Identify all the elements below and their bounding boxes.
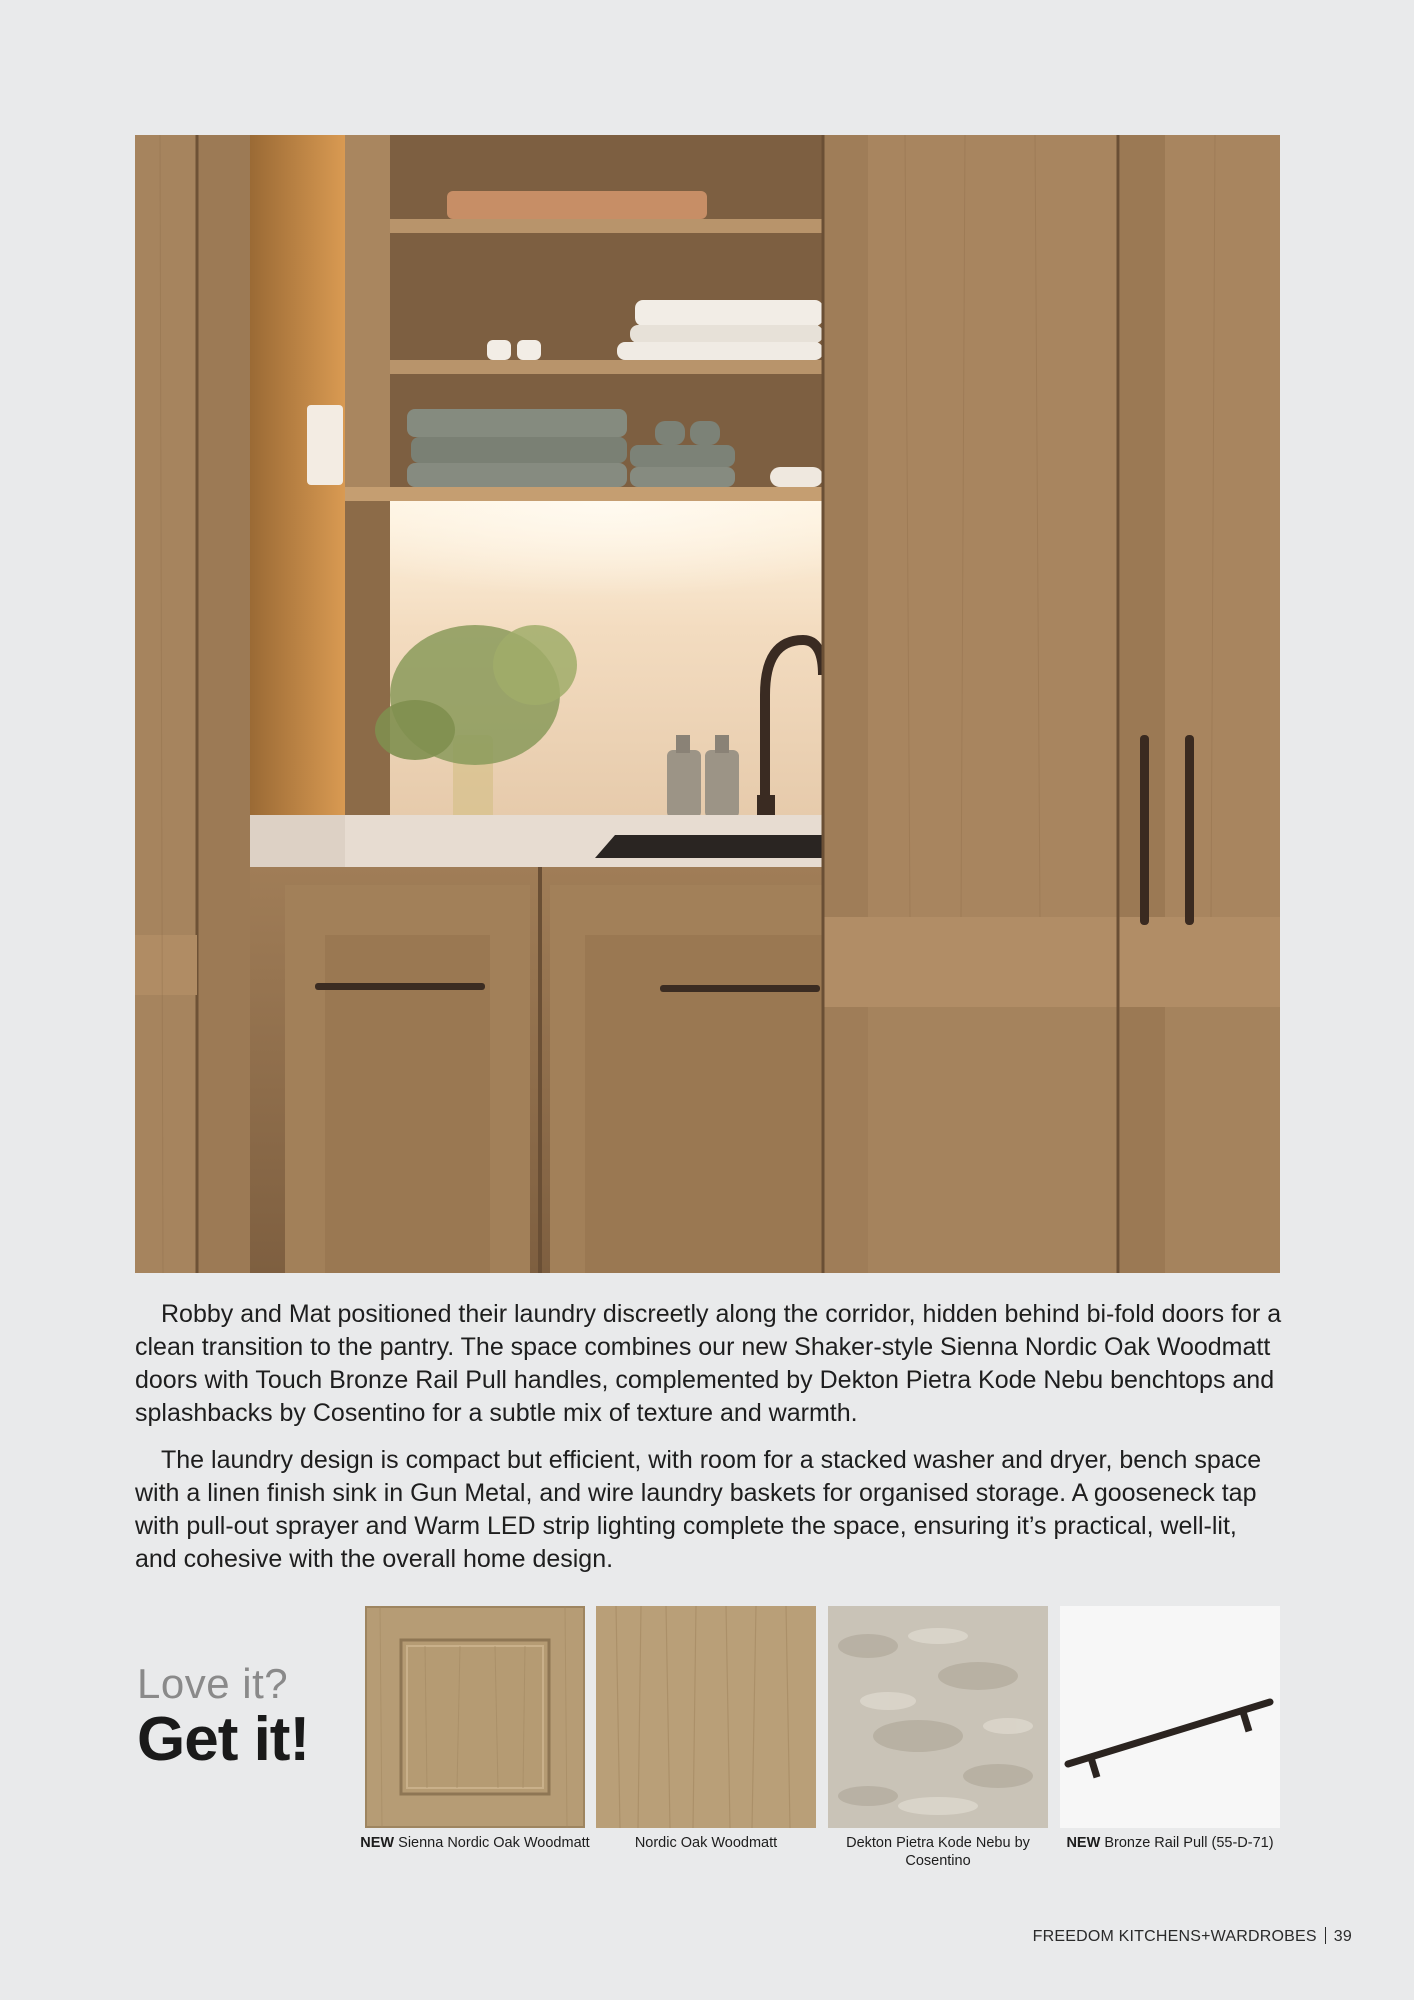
article-body <box>135 1298 1283 1590</box>
new-badge: NEW <box>360 1835 395 1851</box>
product-name: Nordic Oak Woodmatt <box>634 1835 778 1851</box>
new-badge: NEW <box>1066 1835 1101 1851</box>
brand-name: FREEDOM KITCHENS+WARDROBES <box>1032 1928 1317 1945</box>
caption-nordic-oak <box>590 1834 822 1852</box>
footer-divider <box>1325 1927 1326 1944</box>
swatch-dekton-pietra <box>828 1606 1048 1828</box>
laundry-illustration <box>135 135 1280 1273</box>
swatch-sienna-nordic-oak <box>365 1606 585 1828</box>
paragraph-2: The laundry design is compact but efficient, with room for a stacked washer and dryer, bench space with a linen finish sink in Gun Metal, and wire laundry baskets for organised storage. A gooseneck tap with pull-out sprayer and Warm LED strip lighting complete the space, ensuring it’s practical, well-lit, and cohesive with the overall home design. <box>135 1446 1262 1573</box>
promo-heading <box>137 1660 309 1772</box>
promo-line-1: Love it? <box>137 1660 289 1707</box>
caption-sienna-nordic-oak <box>359 1834 591 1852</box>
promo-line-2: Get it! <box>137 1705 310 1774</box>
caption-bronze-rail-pull <box>1054 1834 1286 1852</box>
page-number: 39 <box>1333 1928 1352 1945</box>
swatch-bronze-rail-pull <box>1060 1606 1280 1828</box>
product-name: Bronze Rail Pull (55-D-71) <box>1104 1835 1274 1851</box>
page-footer <box>1033 1927 1352 1946</box>
paragraph-1: Robby and Mat positioned their laundry discreetly along the corridor, hidden behind bi-fold doors for a clean transition to the pantry. The space combines our new Shaker-style Sienna Nordic Oak Woodmatt doors with Touch Bronze Rail Pull handles, complemented by Dekton Pietra Kode Nebu benchtops and splashbacks by Cosentino for a subtle mix of texture and warmth. <box>135 1300 1282 1427</box>
swatch-nordic-oak <box>596 1606 816 1828</box>
product-name: Sienna Nordic Oak Woodmatt <box>398 1835 590 1851</box>
product-name: Dekton Pietra Kode Nebu by Cosentino <box>846 1835 1030 1869</box>
caption-dekton-pietra <box>822 1834 1054 1870</box>
laundry-photo <box>135 135 1280 1273</box>
